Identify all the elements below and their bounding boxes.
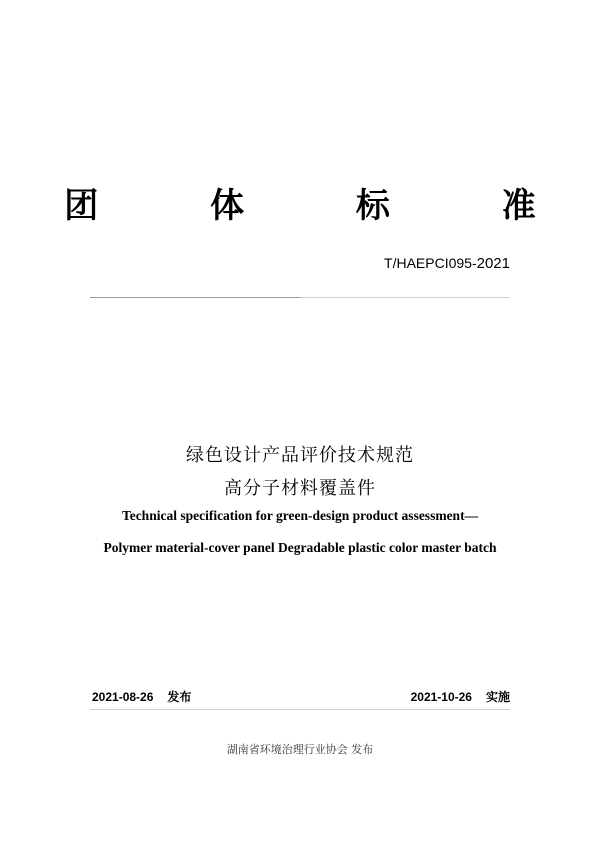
document-type-heading: 团 体 标 准 [64,186,586,226]
title-cn-line1: 绿色设计产品评价技术规范 [186,445,414,466]
title-cn-line2: 高分子材料覆盖件 [224,478,376,499]
publish-date: 2021-08-26 [92,690,154,704]
publish-label: 发布 [167,690,192,704]
bottom-divider [90,709,510,710]
title-en-line1: Technical specification for green-design product assessment— [121,508,479,523]
publisher-line: 湖南省环境治理行业协会 发布 [226,743,374,756]
standard-number [384,255,510,272]
standard-number-prefix: T/HAEPCI095- [384,255,477,271]
effective-label: 实施 [485,690,510,704]
effective-date-block [411,688,510,705]
publish-date-block [92,688,191,705]
standard-number-year: 2021 [476,255,510,272]
effective-date: 2021-10-26 [410,690,472,704]
title-en-line2: Polymer material-cover panel Degradable plastic color master batch [103,540,497,555]
top-divider [90,297,510,298]
